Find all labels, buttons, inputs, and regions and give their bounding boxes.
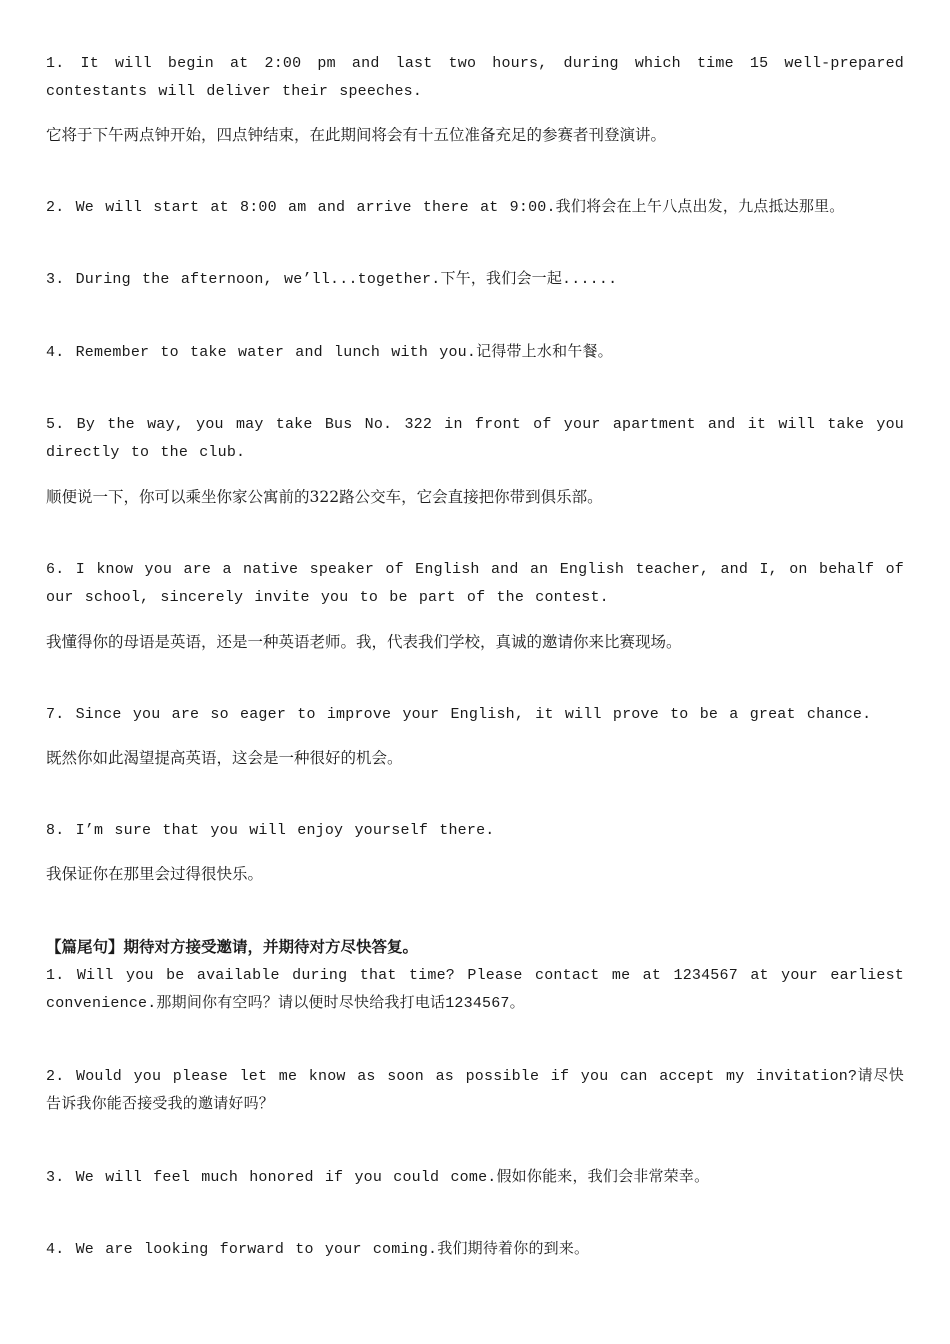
section-heading-ending: 【篇尾句】期待对方接受邀请，并期待对方尽快答复。 [46, 938, 419, 956]
sentence-6-english: 6. I know you are a native speaker of English and an English teacher, and I, on behalf of our school, sincerely invite you to be part of the contest. [46, 561, 904, 606]
sentence-5-chinese: 顺便说一下，你可以乘坐你家公寓前的322路公交车，它会直接把你带到俱乐部。 [46, 488, 603, 506]
sentence-6-chinese: 我懂得你的母语是英语，还是一种英语老师。我，代表我们学校，真诚的邀请你来比赛现场。 [46, 633, 682, 651]
ending-sentence-3: 3. We will feel much honored if you could come.假如你能来，我们会非常荣幸。 [46, 1169, 710, 1186]
sentence-4: 4. Remember to take water and lunch with you.记得带上水和午餐。 [46, 344, 613, 361]
sentence-1-chinese: 它将于下午两点钟开始，四点钟结束，在此期间将会有十五位准备充足的参赛者刊登演讲。 [46, 126, 667, 144]
sentence-8-english: 8. I’m sure that you will enjoy yourself there. [46, 822, 495, 839]
sentence-8-chinese: 我保证你在那里会过得很快乐。 [46, 865, 264, 883]
sentence-7-english: 7. Since you are so eager to improve your English, it will prove to be a great chance. [46, 706, 872, 723]
ending-sentence-2: 2. Would you please let me know as soon as possible if you can accept my invitation?请尽快告诉我你能否接受我的邀请好吗？ [46, 1068, 904, 1113]
ending-sentence-4: 4. We are looking forward to your coming.我们期待着你的到来。 [46, 1241, 590, 1258]
sentence-2: 2. We will start at 8:00 am and arrive there at 9:00.我们将会在上午八点出发，九点抵达那里。 [46, 199, 845, 216]
sentence-1-english: 1. It will begin at 2:00 pm and last two hours, during which time 15 well-prepared contestants will deliver their speeches. [46, 55, 904, 100]
sentence-7-chinese: 既然你如此渴望提高英语，这会是一种很好的机会。 [46, 749, 403, 767]
ending-sentence-1: 1. Will you be available during that time? Please contact me at 1234567 at your earliest convenience.那期间你有空吗？请以便时尽快给我打电话1234567。 [46, 967, 904, 1012]
sentence-5-english: 5. By the way, you may take Bus No. 322 in front of your apartment and it will take you directly to the club. [46, 416, 904, 461]
sentence-3: 3. During the afternoon, we’ll...together.下午，我们会一起...... [46, 271, 618, 288]
